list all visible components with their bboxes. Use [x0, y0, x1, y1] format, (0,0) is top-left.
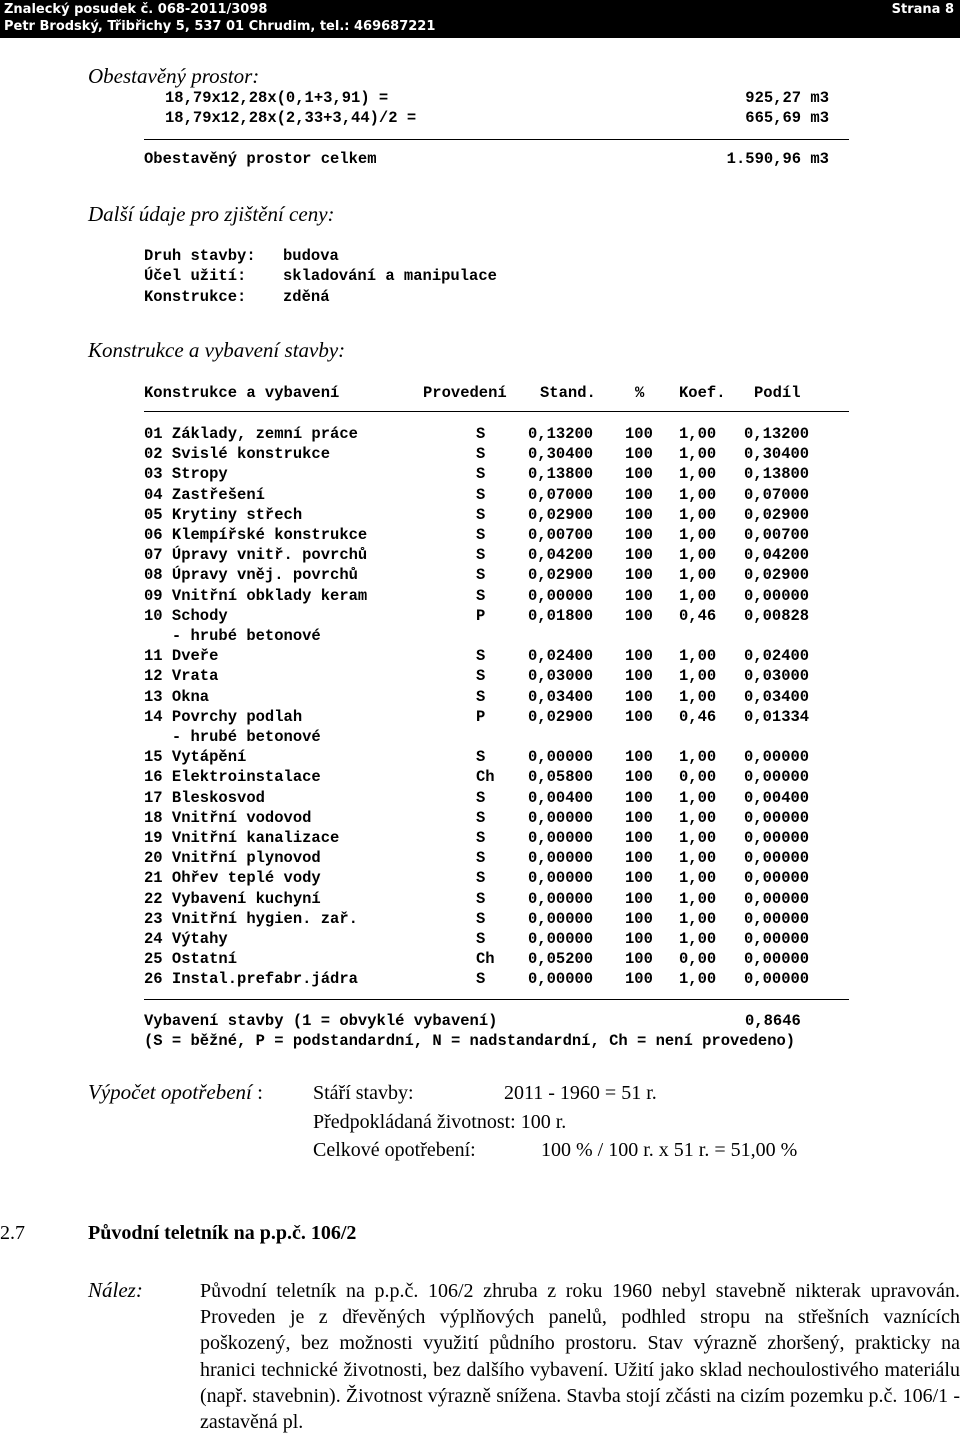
col-header-konstrukce: Konstrukce a vybavení: [144, 384, 340, 402]
section-27-number: 2.7: [0, 1222, 25, 1244]
cell-stand: 0,13200: [528, 425, 594, 443]
dalsi-label-druh: Druh stavby:: [144, 247, 256, 265]
cell-stand: 0,00000: [528, 829, 594, 847]
cell-podil: 0,04200: [744, 546, 810, 565]
cell-percent: 100: [625, 909, 653, 928]
cell-stand: 0,00000: [528, 808, 594, 827]
cell-podil: 0,00700: [744, 526, 810, 544]
cell-podil: 0,00400: [744, 788, 810, 807]
vybaveni-summary-label: Vybavení stavby (1 = obvyklé vybavení): [144, 1012, 498, 1030]
cell-koef: 1,00: [679, 667, 717, 686]
cell-koef: 1,00: [679, 485, 717, 504]
cell-koef: 1,00: [679, 829, 717, 847]
vybaveni-summary-value: 0,8646: [745, 1012, 801, 1030]
cell-konstrukce: 23 Vnitřní hygien. zař.: [144, 909, 358, 928]
cell-percent: 100: [625, 829, 653, 847]
cell-provedeni: S: [476, 566, 486, 585]
dalsi-label-ucel: Účel užití:: [144, 267, 247, 285]
cell-koef: 1,00: [679, 687, 717, 706]
cell-koef: 0,46: [679, 606, 717, 625]
provedeni-legend: (S = běžné, P = podstandardní, N = nadstandardní, Ch = není provedeno): [144, 1032, 796, 1050]
obestaveny-value-2: 665,69 m3: [745, 109, 829, 127]
cell-percent: 100: [625, 485, 653, 504]
cell-koef: 1,00: [679, 465, 717, 484]
cell-stand: 0,00000: [528, 748, 594, 767]
cell-koef: 1,00: [679, 909, 717, 928]
divider: [144, 999, 849, 1000]
cell-konstrukce: - hrubé betonové: [144, 627, 321, 645]
cell-provedeni: S: [476, 667, 486, 686]
cell-koef: 0,00: [679, 768, 717, 787]
cell-konstrukce: 14 Povrchy podlah: [144, 707, 303, 726]
cell-stand: 0,07000: [528, 485, 594, 504]
cell-koef: 1,00: [679, 970, 717, 989]
cell-koef: 1,00: [679, 930, 717, 948]
cell-stand: 0,00400: [528, 788, 594, 807]
cell-provedeni: S: [476, 849, 486, 868]
cell-provedeni: S: [476, 909, 486, 928]
cell-provedeni: S: [476, 869, 486, 888]
cell-provedeni: S: [476, 546, 486, 565]
cell-provedeni: S: [476, 425, 486, 443]
cell-percent: 100: [625, 768, 653, 787]
cell-percent: 100: [625, 970, 653, 989]
header-page-number: Strana 8: [891, 2, 954, 17]
dalsi-value-konstrukce: zděná: [283, 288, 330, 306]
cell-percent: 100: [625, 687, 653, 706]
cell-stand: 0,05200: [528, 950, 594, 969]
cell-podil: 0,00000: [744, 808, 810, 827]
cell-konstrukce: 17 Bleskosvod: [144, 788, 265, 807]
cell-podil: 0,00000: [744, 748, 810, 767]
cell-stand: 0,02900: [528, 566, 594, 585]
cell-percent: 100: [625, 889, 653, 908]
cell-stand: 0,03000: [528, 667, 594, 686]
dalsi-value-ucel: skladování a manipulace: [283, 267, 497, 285]
cell-provedeni: S: [476, 930, 486, 948]
cell-percent: 100: [625, 465, 653, 484]
cell-provedeni: S: [476, 586, 486, 605]
cell-podil: 0,00000: [744, 930, 810, 948]
page-header: [0, 0, 960, 38]
cell-provedeni: S: [476, 808, 486, 827]
dalsi-value-druh: budova: [283, 247, 339, 265]
cell-percent: 100: [625, 505, 653, 524]
cell-provedeni: S: [476, 970, 486, 989]
obestaveny-total-value: 1.590,96 m3: [726, 150, 829, 168]
cell-percent: 100: [625, 930, 653, 948]
cell-podil: 0,00000: [744, 950, 810, 969]
nalez-label: Nález:: [88, 1278, 143, 1302]
divider: [144, 411, 849, 412]
cell-podil: 0,00000: [744, 970, 810, 989]
cell-stand: 0,02900: [528, 505, 594, 524]
cell-percent: 100: [625, 748, 653, 767]
cell-konstrukce: 18 Vnitřní vodovod: [144, 808, 312, 827]
cell-percent: 100: [625, 950, 653, 969]
section-27-title: Původní teletník na p.p.č. 106/2: [88, 1222, 357, 1244]
cell-stand: 0,00000: [528, 869, 594, 888]
cell-provedeni: S: [476, 889, 486, 908]
cell-koef: 1,00: [679, 889, 717, 908]
header-author-contact: Petr Brodský, Třibřichy 5, 537 01 Chrudim, tel.: 469687221: [4, 19, 436, 34]
opotrebeni-zivotnost: Předpokládaná životnost: 100 r.: [313, 1111, 567, 1133]
cell-podil: 0,02900: [744, 566, 810, 585]
col-header-podil: Podíl: [754, 384, 801, 402]
cell-koef: 1,00: [679, 808, 717, 827]
cell-provedeni: S: [476, 687, 486, 706]
cell-stand: 0,02400: [528, 647, 594, 666]
cell-percent: 100: [625, 849, 653, 868]
cell-koef: 1,00: [679, 526, 717, 544]
cell-percent: 100: [625, 788, 653, 807]
cell-percent: 100: [625, 586, 653, 605]
cell-provedeni: S: [476, 485, 486, 504]
obestaveny-formula-2: 18,79x12,28x(2,33+3,44)/2 =: [165, 109, 417, 127]
cell-provedeni: S: [476, 788, 486, 807]
cell-koef: 0,00: [679, 950, 717, 969]
cell-koef: 1,00: [679, 546, 717, 565]
cell-konstrukce: 15 Vytápění: [144, 748, 247, 767]
cell-stand: 0,00000: [528, 930, 594, 948]
dalsi-label-konstrukce: Konstrukce:: [144, 288, 247, 306]
cell-koef: 1,00: [679, 849, 717, 868]
header-doc-number: Znalecký posudek č. 068-2011/3098: [4, 2, 268, 17]
cell-percent: 100: [625, 606, 653, 625]
cell-podil: 0,00000: [744, 889, 810, 908]
cell-stand: 0,00000: [528, 849, 594, 868]
cell-koef: 1,00: [679, 505, 717, 524]
cell-konstrukce: 13 Okna: [144, 687, 210, 706]
opotrebeni-celkove-label: Celkové opotřebení:: [313, 1139, 476, 1161]
cell-koef: 0,46: [679, 707, 717, 726]
col-header-stand: Stand.: [540, 384, 596, 402]
opotrebeni-colon: :: [257, 1080, 263, 1104]
cell-percent: 100: [625, 526, 653, 544]
cell-percent: 100: [625, 445, 653, 464]
cell-podil: 0,00000: [744, 586, 810, 605]
cell-podil: 0,30400: [744, 445, 810, 464]
section-title-opotrebeni: [88, 1080, 263, 1105]
cell-konstrukce: 16 Elektroinstalace: [144, 768, 321, 787]
cell-podil: 0,13800: [744, 465, 810, 484]
col-header-percent: %: [635, 384, 645, 402]
col-header-koef: Koef.: [679, 384, 726, 402]
table-header-row: [144, 384, 801, 404]
cell-konstrukce: 07 Úpravy vnitř. povrchů: [144, 546, 368, 565]
section-title-obestaveny: Obestavěný prostor:: [88, 64, 260, 88]
cell-percent: 100: [625, 808, 653, 827]
cell-konstrukce: 09 Vnitřní obklady keram: [144, 586, 368, 605]
cell-koef: 1,00: [679, 788, 717, 807]
cell-stand: 0,01800: [528, 606, 594, 625]
cell-koef: 1,00: [679, 445, 717, 464]
cell-konstrukce: 04 Zastřešení: [144, 485, 265, 504]
cell-podil: 0,00000: [744, 909, 810, 928]
cell-stand: 0,05800: [528, 768, 594, 787]
cell-koef: 1,00: [679, 566, 717, 585]
cell-konstrukce: - hrubé betonové: [144, 728, 321, 746]
cell-koef: 1,00: [679, 425, 717, 443]
cell-konstrukce: 24 Výtahy: [144, 930, 228, 948]
cell-provedeni: S: [476, 748, 486, 767]
cell-percent: 100: [625, 425, 653, 443]
cell-konstrukce: 11 Dveře: [144, 647, 219, 666]
divider: [144, 139, 849, 140]
cell-podil: 0,02400: [744, 647, 810, 666]
cell-konstrukce: 02 Svislé konstrukce: [144, 445, 331, 464]
cell-konstrukce: 08 Úpravy vněj. povrchů: [144, 566, 358, 585]
cell-provedeni: S: [476, 647, 486, 666]
cell-stand: 0,00000: [528, 970, 594, 989]
cell-stand: 0,02900: [528, 707, 594, 726]
cell-provedeni: S: [476, 465, 486, 484]
opotrebeni-title: Výpočet opotřebení: [88, 1080, 252, 1104]
cell-podil: 0,00000: [744, 768, 810, 787]
cell-podil: 0,00000: [744, 869, 810, 888]
cell-provedeni: P: [476, 707, 486, 726]
cell-konstrukce: 22 Vybavení kuchyní: [144, 889, 321, 908]
cell-podil: 0,00000: [744, 829, 810, 847]
cell-konstrukce: 03 Stropy: [144, 465, 228, 484]
cell-podil: 0,00000: [744, 849, 810, 868]
cell-konstrukce: 05 Krytiny střech: [144, 505, 303, 524]
cell-koef: 1,00: [679, 748, 717, 767]
cell-konstrukce: 10 Schody: [144, 606, 228, 625]
cell-podil: 0,13200: [744, 425, 810, 443]
cell-koef: 1,00: [679, 869, 717, 888]
col-header-provedeni: Provedení: [423, 384, 507, 402]
cell-podil: 0,01334: [744, 707, 810, 726]
cell-stand: 0,03400: [528, 687, 594, 706]
cell-stand: 0,00000: [528, 909, 594, 928]
cell-podil: 0,03400: [744, 687, 810, 706]
cell-koef: 1,00: [679, 586, 717, 605]
cell-podil: 0,02900: [744, 505, 810, 524]
opotrebeni-celkove-value: 100 % / 100 r. x 51 r. = 51,00 %: [541, 1139, 798, 1161]
cell-konstrukce: 01 Základy, zemní práce: [144, 425, 358, 443]
cell-podil: 0,00828: [744, 606, 810, 625]
cell-konstrukce: 12 Vrata: [144, 667, 219, 686]
obestaveny-formula-1: 18,79x12,28x(0,1+3,91) =: [165, 89, 389, 107]
cell-percent: 100: [625, 546, 653, 565]
cell-konstrukce: 19 Vnitřní kanalizace: [144, 829, 340, 847]
cell-konstrukce: 06 Klempířské konstrukce: [144, 526, 368, 544]
cell-podil: 0,03000: [744, 667, 810, 686]
cell-provedeni: P: [476, 606, 486, 625]
cell-stand: 0,00000: [528, 586, 594, 605]
cell-provedeni: S: [476, 829, 486, 847]
cell-percent: 100: [625, 707, 653, 726]
cell-percent: 100: [625, 667, 653, 686]
cell-provedeni: Ch: [476, 768, 495, 787]
cell-percent: 100: [625, 869, 653, 888]
cell-konstrukce: 21 Ohřev teplé vody: [144, 869, 321, 888]
cell-stand: 0,00000: [528, 889, 594, 908]
cell-podil: 0,07000: [744, 485, 810, 504]
opotrebeni-stari-label: Stáří stavby:: [313, 1082, 414, 1104]
cell-konstrukce: 26 Instal.prefabr.jádra: [144, 970, 358, 989]
cell-stand: 0,00700: [528, 526, 594, 544]
cell-provedeni: S: [476, 526, 486, 544]
cell-percent: 100: [625, 566, 653, 585]
cell-provedeni: S: [476, 505, 486, 524]
section-title-dalsi-udaje: Další údaje pro zjištění ceny:: [88, 202, 335, 226]
opotrebeni-stari-value: 2011 - 1960 = 51 r.: [504, 1082, 657, 1104]
cell-koef: 1,00: [679, 647, 717, 666]
cell-provedeni: S: [476, 445, 486, 464]
obestaveny-value-1: 925,27 m3: [745, 89, 829, 107]
cell-stand: 0,04200: [528, 546, 594, 565]
cell-konstrukce: 25 Ostatní: [144, 950, 238, 969]
cell-konstrukce: 20 Vnitřní plynovod: [144, 849, 321, 868]
cell-provedeni: Ch: [476, 950, 495, 969]
obestaveny-total-label: Obestavěný prostor celkem: [144, 150, 377, 168]
cell-percent: 100: [625, 647, 653, 666]
nalez-text: Původní teletník na p.p.č. 106/2 zhruba z roku 1960 nebyl stavebně nikterak upravován. Proveden je z dřevěných výplňových panelů, podhled stropu na střešních vaznících poškozený, bez možnosti využití půdního prostoru. Stav výrazně zhoršený, prakticky na hranici technické životnosti, bez dalšího vybavení. Užití jako sklad nechoulostivého materiálu (např. stavebnin). Životnost výrazně snížena. Stavba stojí zčásti na cizím pozemku p.č. 106/1 - zastavěná pl.: [200, 1280, 960, 1434]
section-title-konstrukce: Konstrukce a vybavení stavby:: [88, 338, 346, 362]
cell-stand: 0,13800: [528, 465, 594, 484]
cell-stand: 0,30400: [528, 445, 594, 464]
